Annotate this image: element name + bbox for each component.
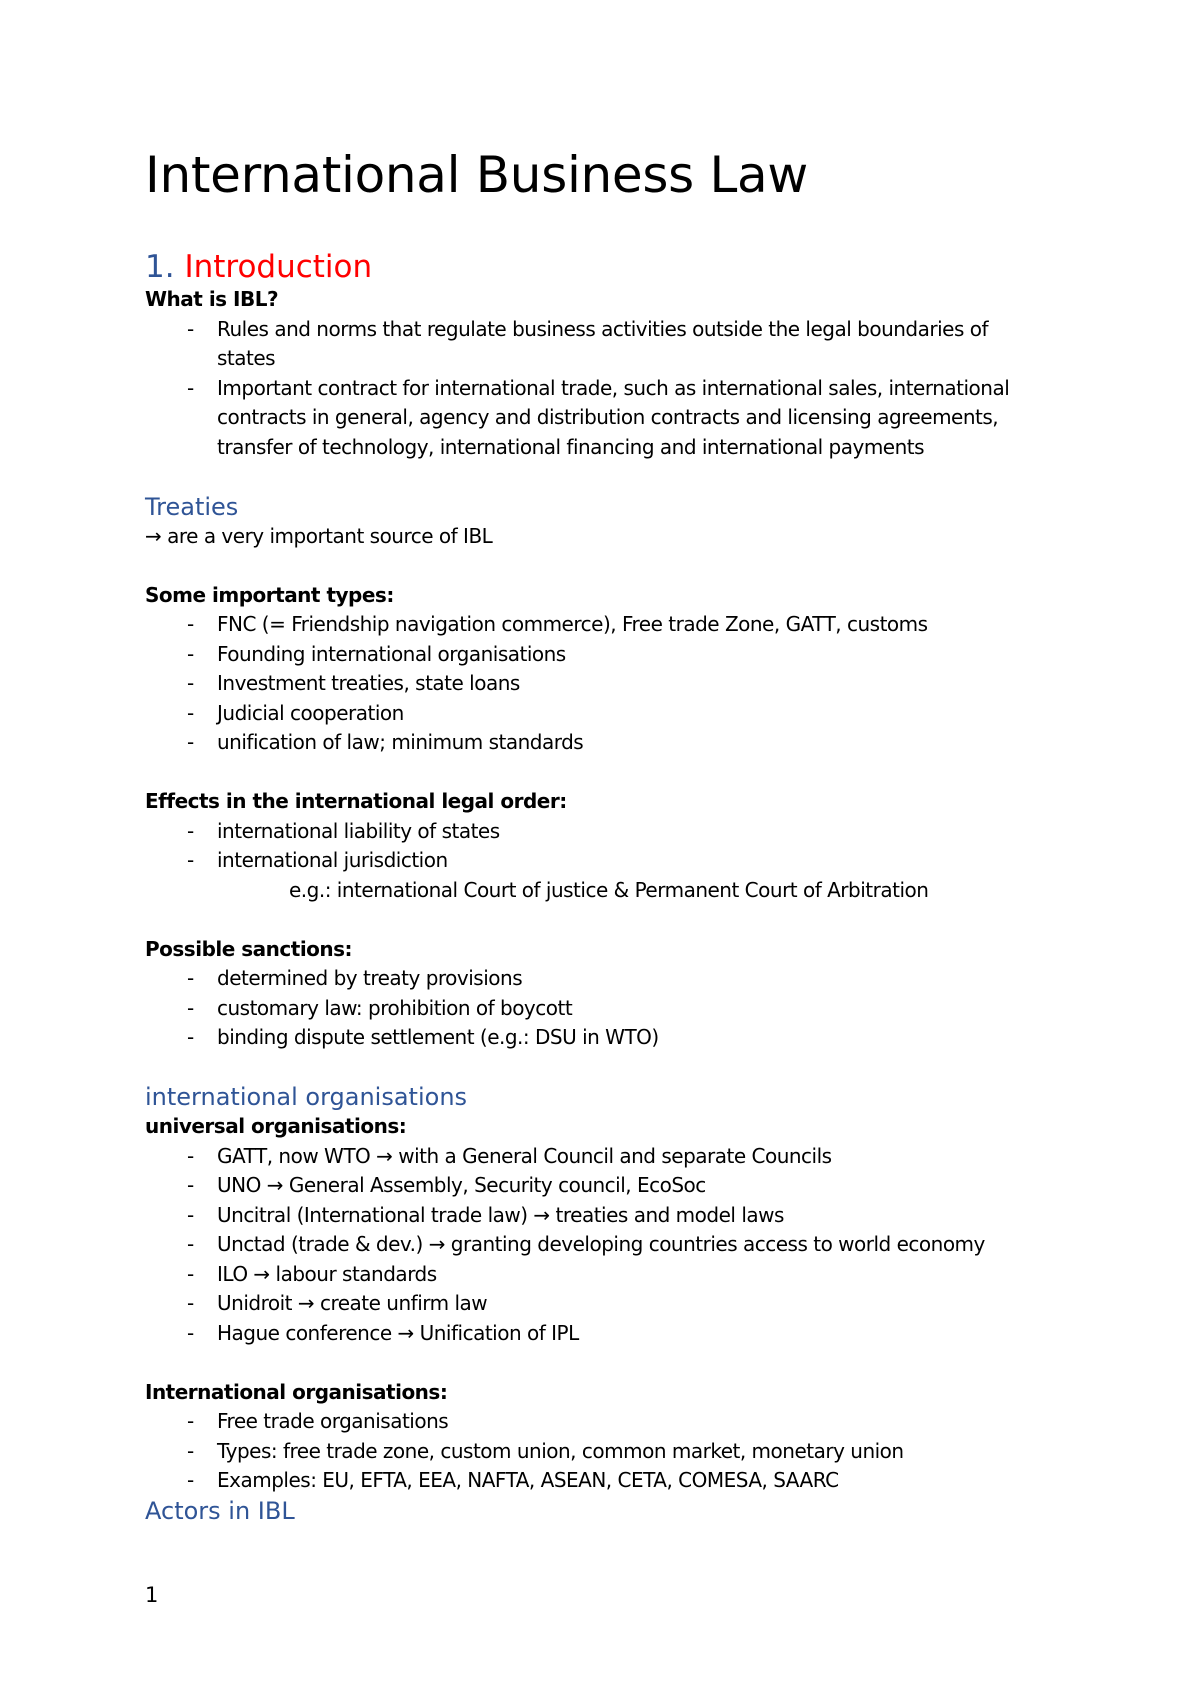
international-label: International organisations: bbox=[145, 1379, 448, 1404]
dash-marker: - bbox=[187, 818, 194, 843]
list-item: - Types: free trade zone, custom union, common market, monetary union bbox=[145, 1437, 1200, 1467]
question-label: What is IBL? bbox=[145, 287, 279, 311]
effects-list bbox=[145, 817, 1200, 876]
list-item: - FNC (= Friendship navigation commerce), Free trade Zone, GATT, customs bbox=[145, 610, 1200, 640]
list-item: - customary law: prohibition of boycott bbox=[145, 994, 1200, 1024]
list-item: - international jurisdiction bbox=[145, 846, 1200, 876]
dash-marker: - bbox=[187, 730, 194, 754]
list-item: - UNO → General Assembly, Security council, EcoSoc bbox=[145, 1171, 1200, 1201]
list-item: - Uncitral (International trade law) → treaties and model laws bbox=[145, 1201, 1200, 1231]
dash-marker: - bbox=[187, 1291, 194, 1315]
list-item: - unification of law; minimum standards bbox=[145, 728, 1200, 758]
spacer bbox=[145, 758, 1200, 788]
dash-marker: - bbox=[187, 1202, 194, 1227]
dash-marker: - bbox=[187, 848, 194, 872]
list-item: - Judicial cooperation bbox=[145, 699, 1200, 729]
sanctions-list bbox=[145, 964, 1200, 1053]
dash-marker: - bbox=[187, 1438, 194, 1463]
dash-marker: - bbox=[187, 1320, 194, 1345]
section-heading-introduction bbox=[145, 249, 1200, 285]
list-item: - Rules and norms that regulate business activities outside the legal boundaries of states bbox=[187, 316, 989, 370]
dash-marker: - bbox=[187, 700, 194, 725]
list-item: - Investment treaties, state loans bbox=[145, 669, 1200, 699]
types-label: Some important types: bbox=[145, 582, 394, 607]
treaties-arrow-note: → are a very important source of IBL bbox=[145, 523, 493, 548]
list-item: - international liability of states bbox=[145, 817, 1200, 847]
spacer bbox=[145, 462, 1200, 492]
list-item: - Unctad (trade & dev.) → granting developing countries access to world economy bbox=[145, 1230, 1200, 1260]
effects-label: Effects in the international legal order: bbox=[145, 789, 567, 813]
list-item: - Important contract for international trade, such as international sales, international contracts in general, agency and distribution contracts and licensing agreements, transfer of technology, international financing and international payments bbox=[187, 375, 1010, 459]
dash-marker: - bbox=[187, 671, 194, 695]
dash-marker: - bbox=[187, 316, 194, 341]
dash-marker: - bbox=[187, 966, 194, 990]
section-heading-treaties: Treaties bbox=[145, 492, 239, 521]
list-item: - Hague conference → Unification of IPL bbox=[145, 1319, 1200, 1349]
intro-list bbox=[145, 315, 1050, 463]
sanctions-label: Possible sanctions: bbox=[145, 936, 353, 961]
spacer bbox=[145, 551, 1200, 581]
universal-label: universal organisations: bbox=[145, 1114, 407, 1138]
dash-marker: - bbox=[187, 375, 194, 400]
dash-marker: - bbox=[187, 641, 194, 666]
types-list bbox=[145, 610, 1200, 758]
universal-list bbox=[145, 1142, 1200, 1349]
dash-marker: - bbox=[187, 1468, 194, 1492]
list-item: - Founding international organisations bbox=[145, 640, 1200, 670]
dash-marker: - bbox=[187, 1409, 194, 1433]
section-heading-actors: Actors in IBL bbox=[145, 1496, 295, 1525]
dash-marker: - bbox=[187, 1261, 194, 1286]
list-item: - ILO → labour standards bbox=[145, 1260, 1200, 1290]
document-title: International Business Law bbox=[145, 146, 808, 204]
dash-marker: - bbox=[187, 612, 194, 636]
spacer bbox=[145, 1053, 1200, 1083]
spacer bbox=[145, 1348, 1200, 1378]
list-item: - binding dispute settlement (e.g.: DSU in WTO) bbox=[145, 1023, 1200, 1053]
dash-marker: - bbox=[187, 1143, 194, 1168]
effects-example: e.g.: international Court of justice & Permanent Court of Arbitration bbox=[289, 877, 929, 902]
list-item: - Free trade organisations bbox=[145, 1407, 1200, 1437]
dash-marker: - bbox=[187, 995, 194, 1020]
section-number: 1. bbox=[145, 249, 175, 285]
page-number: 1 bbox=[145, 1583, 159, 1607]
international-list bbox=[145, 1407, 1200, 1496]
section-title: Introduction bbox=[184, 249, 373, 285]
list-item: - GATT, now WTO → with a General Council and separate Councils bbox=[145, 1142, 1200, 1172]
list-item: - Unidroit → create unfirm law bbox=[145, 1289, 1200, 1319]
list-item: - determined by treaty provisions bbox=[145, 964, 1200, 994]
list-item: - Examples: EU, EFTA, EEA, NAFTA, ASEAN, CETA, COMESA, SAARC bbox=[145, 1466, 1200, 1496]
section-heading-organisations: international organisations bbox=[145, 1083, 468, 1111]
dash-marker: - bbox=[187, 1025, 194, 1049]
dash-marker: - bbox=[187, 1232, 194, 1256]
dash-marker: - bbox=[187, 1173, 194, 1197]
spacer bbox=[145, 905, 1200, 935]
